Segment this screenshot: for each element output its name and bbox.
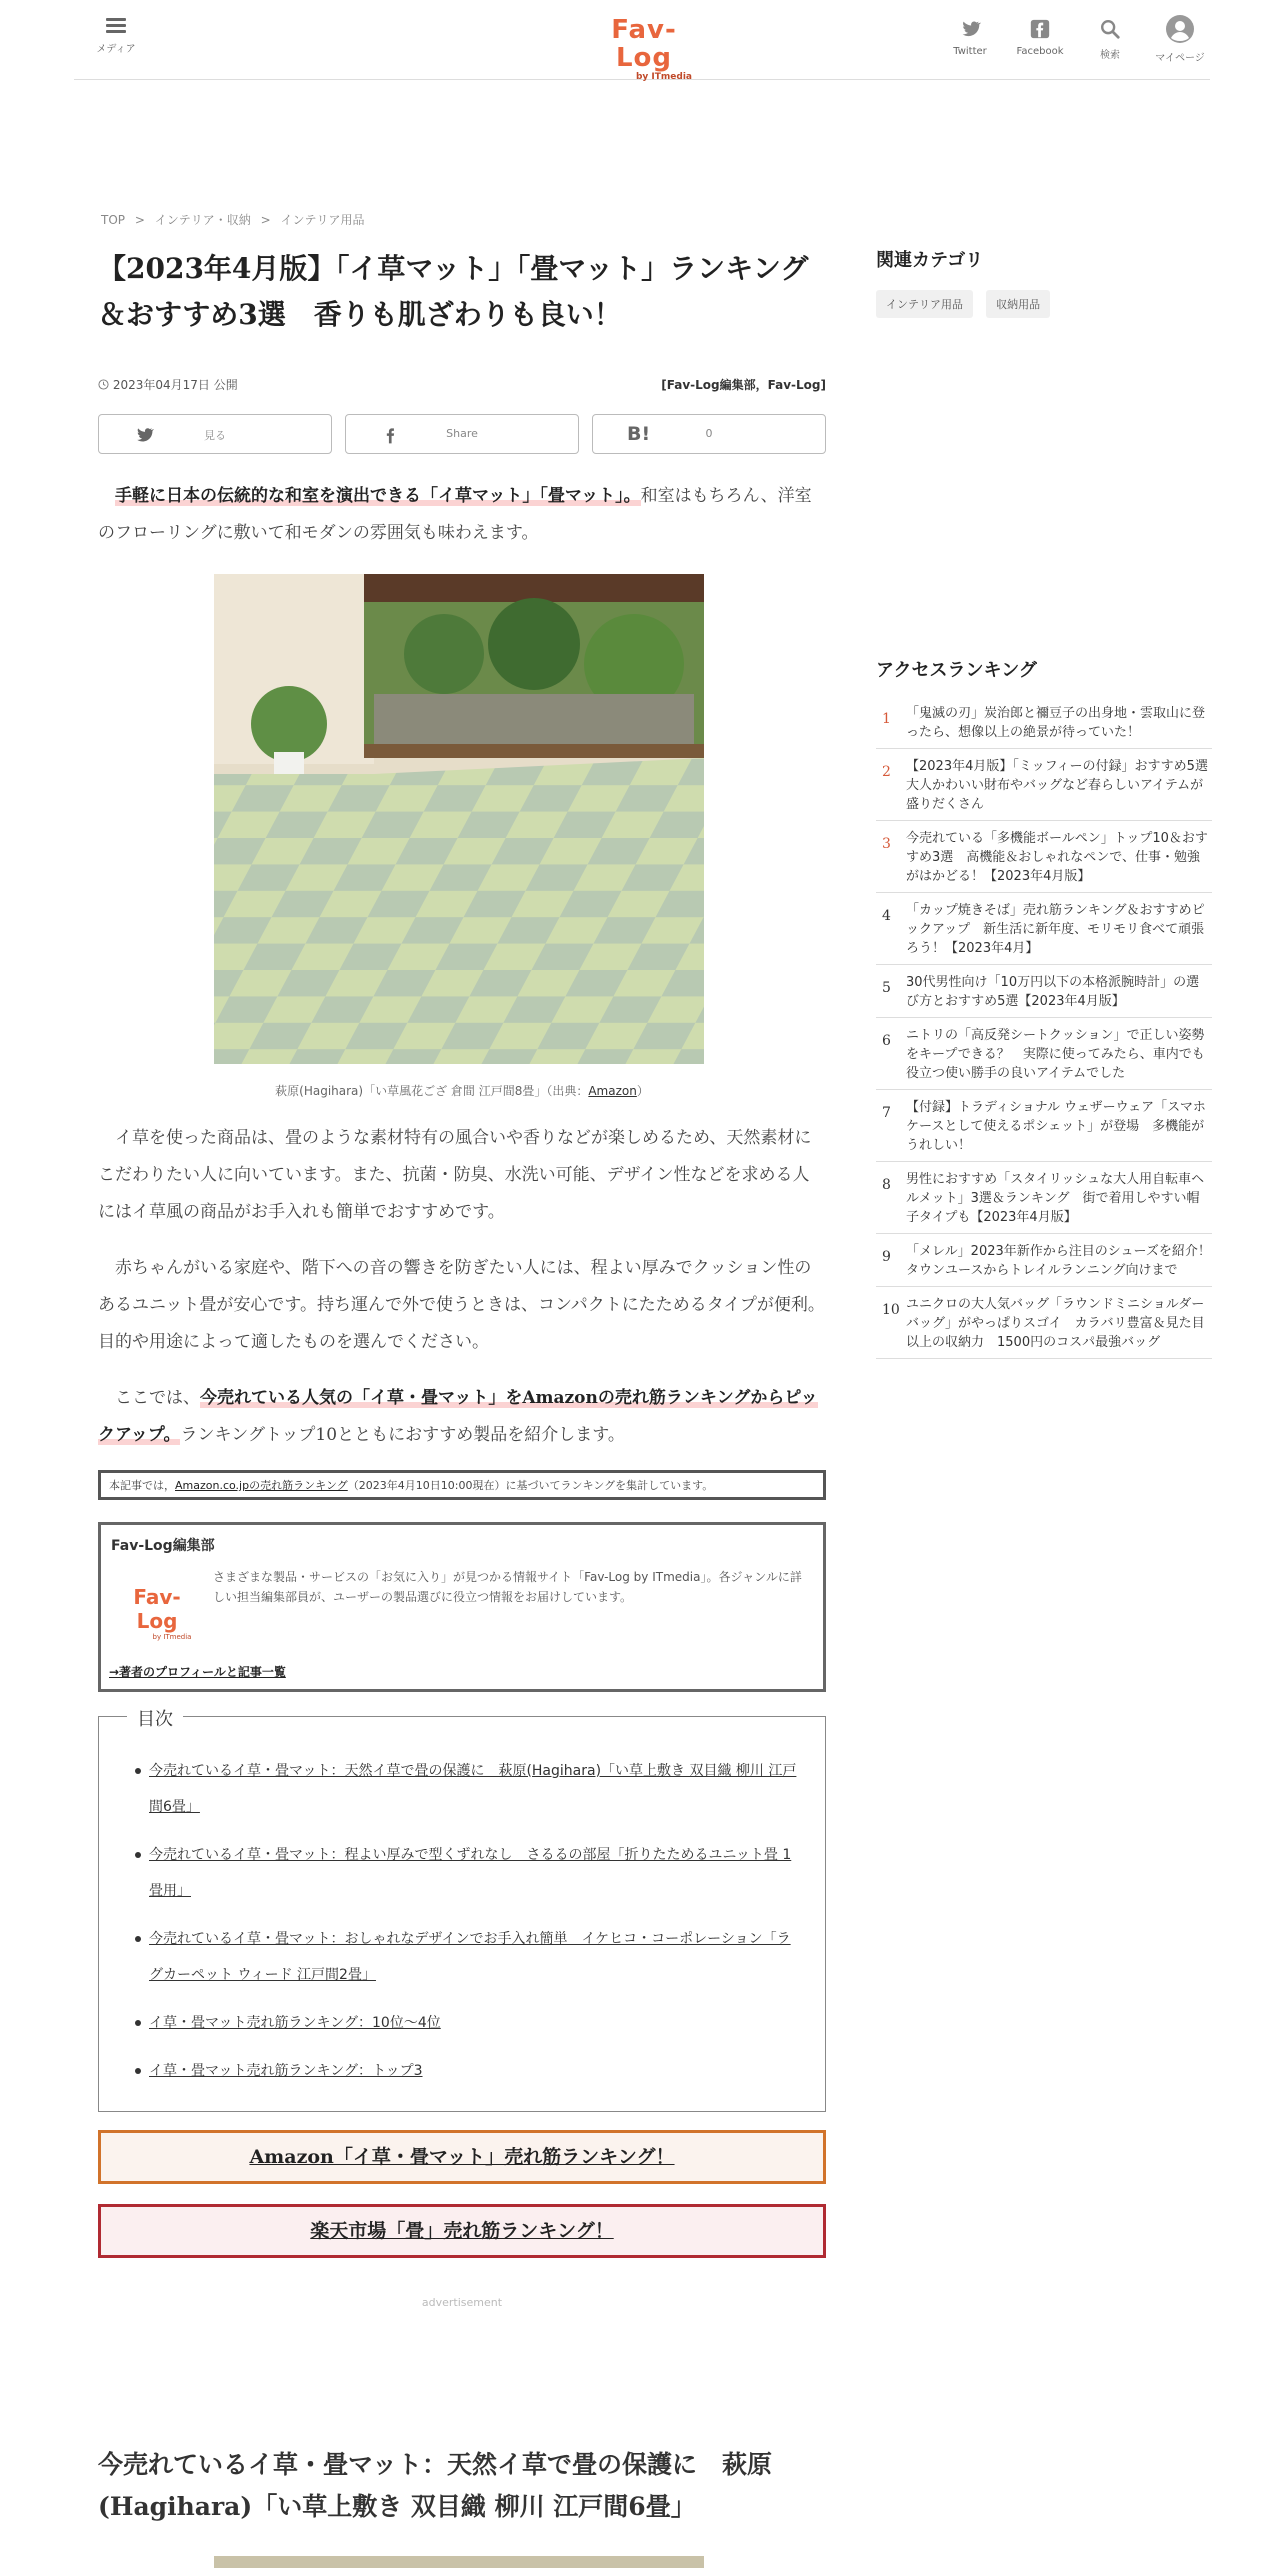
breadcrumb-separator: > [134,213,145,227]
hamburger-icon [106,18,126,34]
access-ranking-list [876,696,1224,1359]
logo-text: Fav-Log [611,15,677,73]
intro-text: 和室はもちろん、洋室のフローリングに敷いて和モダンの雰囲気も味わえます。 [98,486,812,543]
mypage-link[interactable] [1150,18,1210,64]
rank-title: 男性におすすめ「スタイリッシュな大人用自転車ヘルメット」3選＆ランキング 街で着用しやすい帽子タイプも【2023年4月版】 [906,1172,1205,1225]
editor-profile-box [98,1522,826,1692]
publish-date [98,376,238,393]
rank-title: 今売れている「多機能ボールペン」トップ10＆おすすめ3選 高機能＆おしゃれなペンで、仕事・勉強がはかどる！【2023年4月版】 [906,831,1208,884]
menu-button[interactable] [94,18,138,55]
facebook-icon [1029,18,1051,40]
share-bar [98,414,826,454]
breadcrumb-separator: > [260,213,271,227]
rank-title: 【2023年4月版】「ミッフィーの付録」おすすめ5選 大人かわいい財布やバッグなど春らしいアイテムが盛りだくさん [906,759,1221,812]
product-photo-2[interactable] [214,2556,704,2568]
toc-link-1[interactable]: 今売れているイ草・畳マット：天然イ草で畳の保護に 萩原(Hagihara)「い草上敷き 双目織 柳川 江戸間6畳」 [149,1763,797,1815]
logo-subtext: by ITmedia [635,72,692,82]
toc-item [149,1921,799,1993]
rank-number: 1 [882,711,891,727]
rank-number: 2 [882,764,891,780]
body-paragraph-4 [98,1380,826,1454]
author-profile-link[interactable]: →著者のプロフィールと記事一覧 [109,1665,286,1679]
toc-item [149,2053,799,2089]
search-icon [1099,18,1121,40]
hatena-bookmark-button[interactable] [592,414,826,454]
advertisement-label: advertisement [421,2296,503,2309]
note-start: 本記事では， [109,1479,175,1492]
product-photo[interactable] [214,574,704,1064]
body-paragraph-2: イ草を使った商品は、畳のような素材特有の風合いや香りなどが楽しめるため、天然素材にこだわりたい人に向いています。また、抗菌・防臭、水洗い可能、デザイン性などを求める人にはイ草風の商品がお手入れも簡単でおすすめです。 [98,1128,812,1222]
search-button[interactable] [1080,18,1140,61]
para4-start: ここでは、 [115,1388,200,1408]
twitter-label: Twitter [953,46,987,57]
body-paragraph-3: 赤ちゃんがいる家庭や、階下への音の響きを防ぎたい人には、程よい厚みでクッション性のあるユニット畳が安心です。持ち運んで外で使うときは、コンパクトにたためるタイプが便利。目的や用途によって適したものを選んでください。 [98,1258,825,1352]
twitter-share-label: 見る [204,429,226,442]
toc-link-5[interactable]: イ草・畳マット売れ筋ランキング：トップ3 [149,2063,423,2079]
amazon-ranking-button[interactable]: Amazon「イ草・畳マット」売れ筋ランキング！ [98,2130,826,2184]
rank-number: 7 [882,1105,891,1121]
twitter-icon [959,18,981,40]
photo-caption [98,1082,826,1099]
user-avatar-icon [1166,15,1194,43]
article-main [98,246,826,2521]
rank-number: 4 [882,908,891,924]
twitter-share-button[interactable] [98,414,332,454]
facebook-link[interactable] [1010,18,1070,57]
clock-icon [98,379,109,390]
rank-title: 【付録】トラディショナル ウェザーウェア「スマホケースとして使えるポシェット」が登場 多機能がうれしい！ [906,1100,1206,1153]
access-ranking-title: アクセスランキング [876,660,1037,681]
menu-label: メディア [96,44,136,55]
editor-name: Fav-Log編集部 [111,1538,215,1554]
para4-end: ランキングトップ10とともにおすすめ製品を紹介します。 [180,1425,625,1445]
rank-title: 30代男性向け「10万円以下の本格派腕時計」の選び方とおすすめ5選【2023年4月版】 [906,975,1200,1009]
toc-link-2[interactable]: 今売れているイ草・畳マット：程よい厚みで型くずれなし さるるの部屋「折りたためるユニット畳 1畳用」 [149,1847,792,1899]
site-header [74,0,1210,80]
facebook-share-button[interactable] [345,414,579,454]
twitter-link[interactable] [940,18,1000,57]
breadcrumb-interior[interactable]: インテリア・収納 [154,213,251,227]
rank-number: 8 [882,1177,891,1193]
ranking-item[interactable] [876,1162,1212,1234]
caption-close: ） [636,1084,649,1098]
table-of-contents [98,1709,826,2112]
tatami-room-image [214,574,704,1064]
note-amazon-link[interactable]: Amazon.co.jpの売れ筋ランキング [175,1479,348,1492]
ranking-item[interactable] [876,821,1212,893]
intro-paragraph [98,478,826,552]
tag-interior-goods[interactable]: インテリア用品 [876,290,973,318]
rank-title: 「メレル」2023年新作から注目のシューズを紹介！ タウンユースからトレイルランニング向けまで [906,1244,1224,1278]
ranking-item[interactable] [876,893,1212,965]
rank-number: 9 [882,1249,891,1265]
rank-number: 6 [882,1033,891,1049]
mypage-label: マイページ [1155,53,1205,64]
search-label: 検索 [1100,50,1120,61]
ranking-item[interactable] [876,696,1212,749]
editor-logo-subtext: by ITmedia [152,1633,192,1641]
toc-title: 目次 [127,1705,183,1731]
section-heading: 今売れているイ草・畳マット：天然イ草で畳の保護に 萩原(Hagihara)「い草上敷き 双目織 柳川 江戸間6畳」 [98,2450,773,2521]
rank-title: 「鬼滅の刃」炭治郎と禰豆子の出身地・雲取山に登ったら、想像以上の絶景が待っていた！ [906,706,1206,740]
editor-description: さまざまな製品・サービスの「お気に入り」が見つかる情報サイト「Fav-Log by ITmedia」。各ジャンルに詳しい担当編集部員が、ユーザーの製品選びに役立つ情報をお届けしています。 [213,1570,802,1604]
toc-link-3[interactable]: 今売れているイ草・畳マット：おしゃれなデザインでお手入れ簡単 イケヒコ・コーポレーション「ラグカーペット ウィード 江戸間2畳」 [149,1931,791,1983]
publish-date-text: 2023年04月17日 公開 [112,378,238,392]
ranking-item[interactable] [876,965,1212,1018]
ranking-item[interactable] [876,749,1221,821]
facebook-label: Facebook [1016,46,1064,57]
editor-logo-text: Fav-Log [133,1585,181,1633]
rank-number: 3 [882,836,891,852]
toc-link-4[interactable]: イ草・畳マット売れ筋ランキング：10位～4位 [149,2015,441,2031]
toc-item [149,2005,799,2041]
ranking-item[interactable] [876,1090,1212,1162]
toc-item [149,1753,799,1825]
hatena-count: 0 [705,427,713,440]
intro-highlight: 手軽に日本の伝統的な和室を演出できる「イ草マット」「畳マット」。 [115,486,641,506]
author[interactable]: [Fav-Log編集部，Fav-Log] [661,378,826,392]
ranking-item[interactable] [876,1287,1212,1359]
caption-amazon-link[interactable]: Amazon [588,1084,637,1098]
rank-title: ユニクロの大人気バッグ「ラウンドミニショルダーバッグ」がやっぱりスゴイ カラバリ豊富＆見た目以上の収納力 1500円のコスパ最強バッグ [906,1297,1205,1350]
rank-title: 「カップ焼きそば」売れ筋ランキング＆おすすめピックアップ 新生活に新年度、モリモリ食べて頑張ろう！【2023年4月】 [906,903,1205,956]
sidebar [876,246,1224,1350]
ranking-item[interactable] [876,1018,1212,1090]
breadcrumb-interior-goods[interactable]: インテリア用品 [280,213,365,227]
hatena-icon: B! [627,423,651,445]
site-logo[interactable] [594,16,694,82]
toc-list [149,1753,799,2101]
rakuten-ranking-button[interactable]: 楽天市場「畳」売れ筋ランキング！ [98,2204,826,2258]
tag-storage-goods[interactable]: 収納用品 [986,290,1050,318]
related-category-title: 関連カテゴリ [876,250,984,271]
rank-number: 10 [882,1302,900,1318]
facebook-share-label: Share [446,427,478,440]
toc-item [149,1837,799,1909]
breadcrumb [101,211,370,228]
rank-number: 5 [882,980,891,996]
caption-text: 萩原(Hagihara)「い草風花ござ 倉間 江戸間8畳」（出典： [275,1084,589,1098]
para4-highlight: 今売れている人気の「イ草・畳マット」をAmazonの売れ筋ランキングからピックアップ。 [98,1388,818,1445]
ranking-note-box [98,1470,826,1500]
article-title: 【2023年4月版】「イ草マット」「畳マット」ランキング＆おすすめ3選 香りも肌ざわりも良い！ [98,252,809,331]
note-end: （2023年4月10日10:00現在）に基づいてランキングを集計しています。 [347,1479,714,1492]
rank-title: ニトリの「高反発シートクッション」で正しい姿勢をキープできる？ 実際に使ってみたら、車内でも役立つ使い勝手の良いアイテムでした [906,1028,1205,1081]
editor-logo [117,1585,197,1641]
category-tags [876,290,1212,318]
breadcrumb-top[interactable]: TOP [101,213,126,227]
ranking-item[interactable] [876,1234,1224,1287]
